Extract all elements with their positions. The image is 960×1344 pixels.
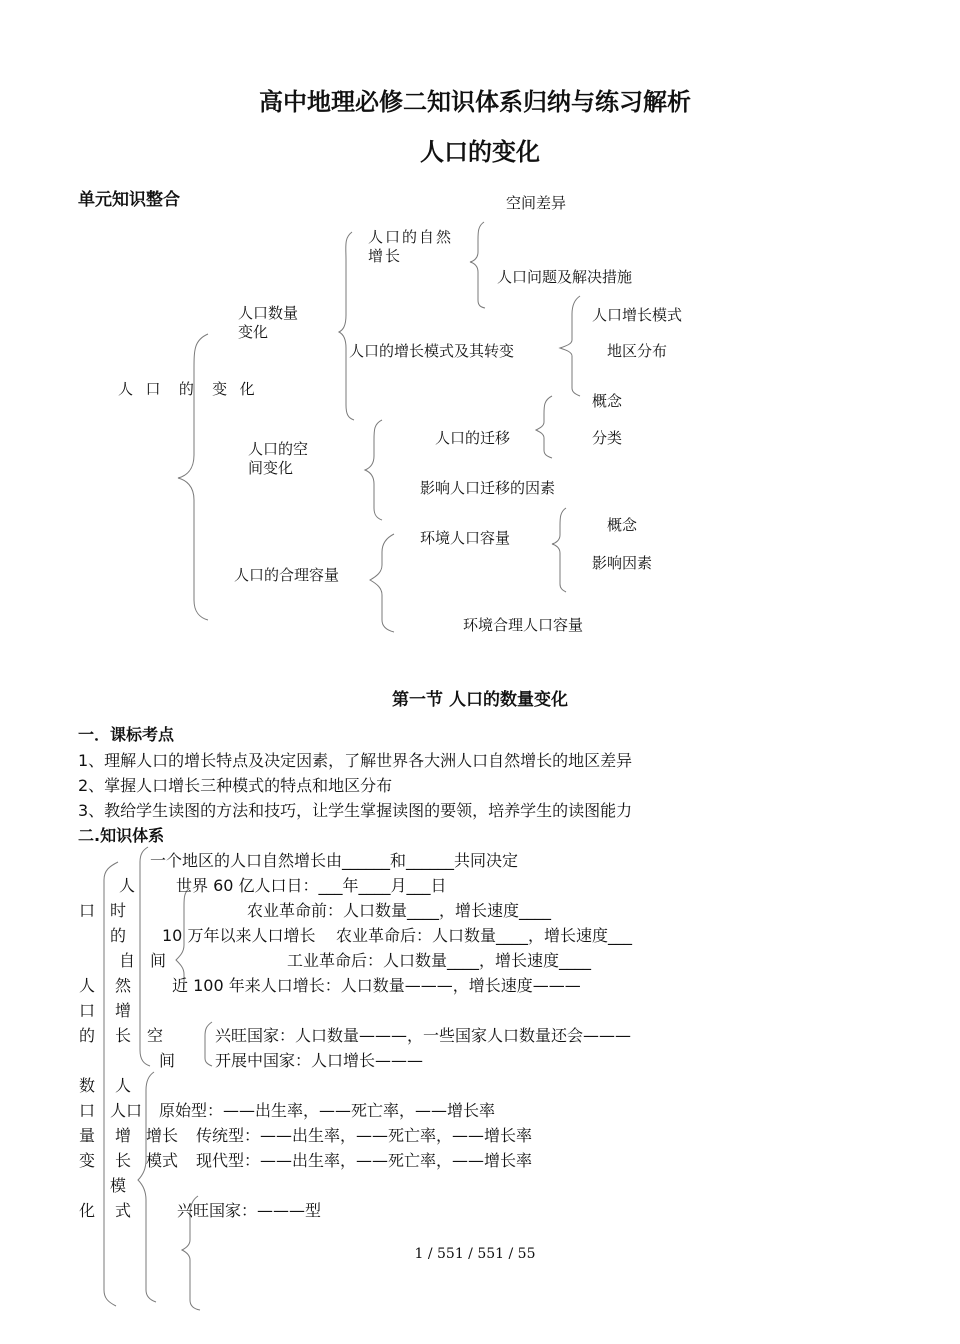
line-developing: 开展中国家：人口增长——— [215,1051,424,1070]
mindmap-factors: 影响人口迁移的因素 [420,479,556,497]
part2-heading: 二.知识体系 [78,826,165,845]
vertical-char: 的 [110,926,127,945]
mindmap-root: 人 口 的 变 化 [118,380,256,398]
vertical-char: 自 [119,951,136,970]
natural-brace [470,222,485,308]
mindmap-region: 地区分布 [607,342,668,360]
mindmap-growth-mode: 人口的增长模式及其转变 [349,342,515,360]
root-brace [178,334,208,620]
mindmap-problems: 人口问题及解决措施 [497,268,633,286]
vertical-char: 式 [115,1201,132,1220]
objective-item: 3、教给学生读图的方法和技巧，让学生掌握读图的要领，培养学生的读图能力 [78,801,633,820]
capacity-brace [370,534,394,632]
line-day: 世界 60 亿人口日：___年____月___日 [176,876,447,895]
mindmap-spatial: 人口的空间变化 [248,440,309,477]
page-number: 1 / 551 / 551 / 55 [414,1246,536,1262]
vertical-char: 口 [79,901,96,920]
vertical-char: 然 [115,976,132,995]
line-agri-before: 农业革命前：人口数量____，增长速度____ [247,901,552,920]
vertical-char: 间 [159,1051,176,1070]
part1-heading: 一．课标考点 [78,725,175,744]
line-traditional: 传统型：——出生率，——死亡率，——增长率 [196,1126,533,1145]
vertical-char: 化 [79,1201,96,1220]
objective-item: 1、理解人口的增长特点及决定因素，了解世界各大洲人口自然增长的地区差异 [78,751,633,770]
vertical-char: 长 [115,1026,132,1045]
line-dev-type: 兴旺国家：———型 [177,1201,322,1220]
env-brace [552,508,566,592]
migration-brace [536,396,552,458]
vertical-char: 数 [79,1076,96,1095]
vertical-char: 间 [150,951,167,970]
mindmap-classify: 分类 [592,429,623,447]
mindmap-migration: 人口的迁移 [435,429,511,447]
mindmap-reasonable: 环境合理人口容量 [463,616,584,634]
mindmap-env-capacity: 环境人口容量 [420,529,511,547]
vertical-char: 长 [115,1151,132,1170]
mindmap-spatial-diff: 空间差异 [506,194,567,212]
document-subtitle: 人口的变化 [420,138,540,166]
vertical-char: 人口 [110,1101,143,1120]
mode-label: 增长 [146,1126,179,1145]
line-industrial: 工业革命后：人口数量____，增长速度____ [287,951,592,970]
line-developed: 兴旺国家：人口数量———，一些国家人口数量还会——— [215,1026,632,1045]
mode-label: 模式 [146,1151,179,1170]
vertical-char: 空 [147,1026,164,1045]
line-agri-after: 农业革命后：人口数量____，增长速度___ [336,926,633,945]
vertical-char: 口 [79,1001,96,1020]
vertical-char: 的 [79,1026,96,1045]
mindmap-mode: 人口增长模式 [592,306,683,324]
spatial-brace [365,420,382,520]
line-decide: 一个地区的人口自然增长由______和______共同决定 [150,851,519,870]
section-title: 第一节 人口的数量变化 [392,690,568,710]
vertical-char: 量 [79,1126,96,1145]
mode-brace [560,296,580,396]
vertical-char: 增 [115,1001,132,1020]
line-primitive: 原始型：——出生率，——死亡率，——增长率 [159,1101,496,1120]
vertical-char: 人 [119,876,136,895]
line-modern: 现代型：——出生率，——死亡率，——增长率 [196,1151,533,1170]
vertical-char: 时 [110,901,127,920]
mindmap-concept-2: 概念 [607,516,638,534]
line-since: 10 万年以来人口增长 [162,926,316,945]
mindmap-natural-growth: 人口的自然增长 [368,228,454,265]
quantity-brace [339,232,354,420]
objective-item: 2、掌握人口增长三种模式的特点和地区分布 [78,776,393,795]
vertical-char: 人 [115,1076,132,1095]
vertical-char: 变 [79,1151,96,1170]
vertical-char: 人 [79,976,96,995]
mindmap-quantity: 人口数量变化 [238,304,299,341]
vertical-char: 模 [110,1176,127,1195]
vertical-char: 增 [115,1126,132,1145]
mindmap-capacity: 人口的合理容量 [234,566,340,584]
document-title: 高中地理必修二知识体系归纳与练习解析 [259,88,691,116]
vertical-char: 口 [79,1101,96,1120]
mindmap-influence: 影响因素 [592,554,653,572]
unit-heading: 单元知识整合 [78,190,180,210]
line-recent: 近 100 年来人口增长：人口数量———，增长速度——— [172,976,581,995]
mindmap-concept-1: 概念 [592,392,623,410]
region-bracket [205,1022,212,1066]
